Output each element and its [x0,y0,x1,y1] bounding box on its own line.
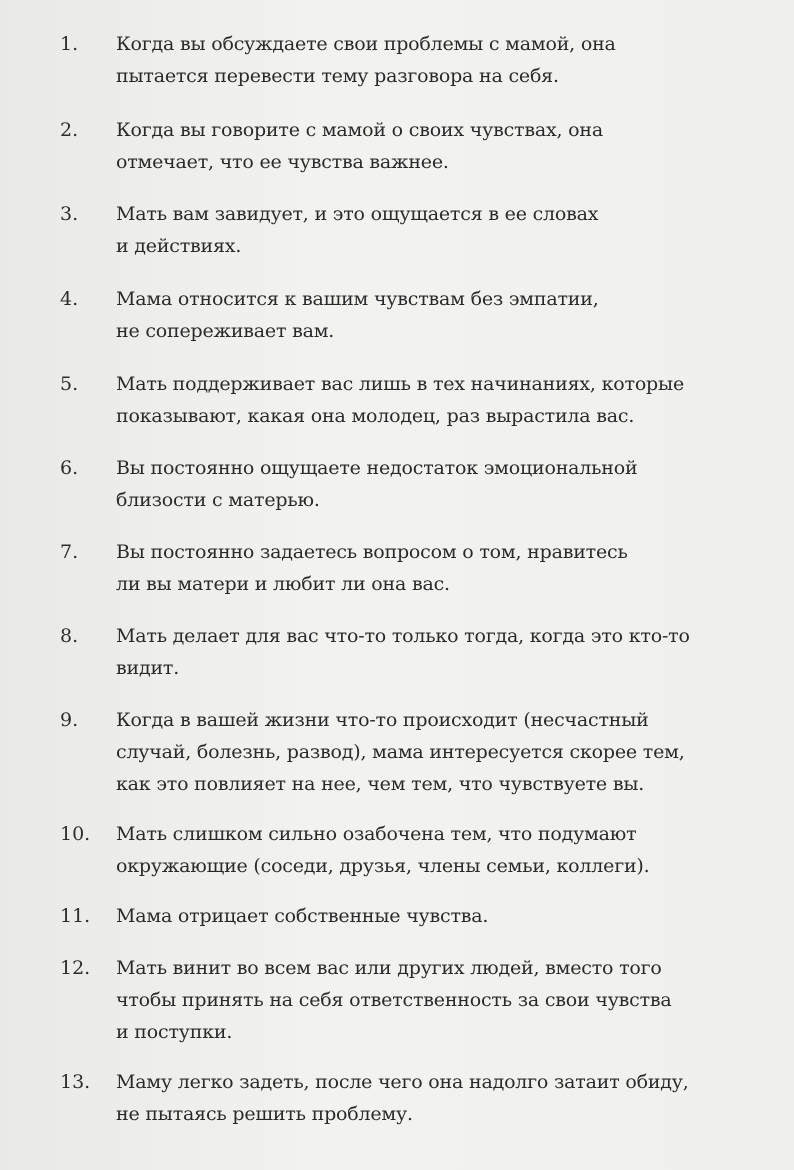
item-text: Маму легко задеть, после чего она надолго затаит обиду, не пытаясь решить проблему. [116,1071,689,1125]
item-number: 2. [60,119,79,141]
item-number: 6. [60,457,79,479]
item-number: 12. [60,957,91,979]
item-number: 5. [60,373,79,395]
item-number: 4. [60,288,79,310]
item-text: Когда в вашей жизни что-то происходит (несчастный случай, болезнь, развод), мама интересуется скорее тем, как это повлияет на нее, чем тем, что чувствуете вы. [116,709,685,795]
item-number: 1. [60,33,79,55]
item-text: Мать делает для вас что-то только тогда, когда это кто-то видит. [116,625,690,679]
item-text: Мать вам завидует, и это ощущается в ее словах и действиях. [116,203,599,257]
item-number: 3. [60,203,79,225]
item-text: Мама относится к вашим чувствам без эмпатии, не сопереживает вам. [116,288,599,342]
item-number: 9. [60,709,79,731]
item-text: Когда вы обсуждаете свои проблемы с мамой, она пытается перевести тему разговора на себя. [116,33,616,87]
item-number: 10. [60,823,91,845]
item-text: Вы постоянно задаетесь вопросом о том, нравитесь ли вы матери и любит ли она вас. [116,541,628,595]
item-text: Мать слишком сильно озабочена тем, что подумают окружающие (соседи, друзья, члены семьи, коллеги). [116,823,650,877]
item-text: Вы постоянно ощущаете недостаток эмоциональной близости с матерью. [116,457,638,511]
item-number: 11. [60,905,91,927]
item-text: Мать винит во всем вас или других людей, вместо того чтобы принять на себя ответственность за свои чувства и поступки. [116,957,672,1043]
item-number: 8. [60,625,79,647]
item-number: 7. [60,541,79,563]
item-text: Мать поддерживает вас лишь в тех начинаниях, которые показывают, какая она молодец, раз вырастила вас. [116,373,684,427]
item-text: Мама отрицает собственные чувства. [116,905,489,927]
item-number: 13. [60,1071,91,1093]
item-text: Когда вы говорите с мамой о своих чувствах, она отмечает, что ее чувства важнее. [116,119,603,173]
